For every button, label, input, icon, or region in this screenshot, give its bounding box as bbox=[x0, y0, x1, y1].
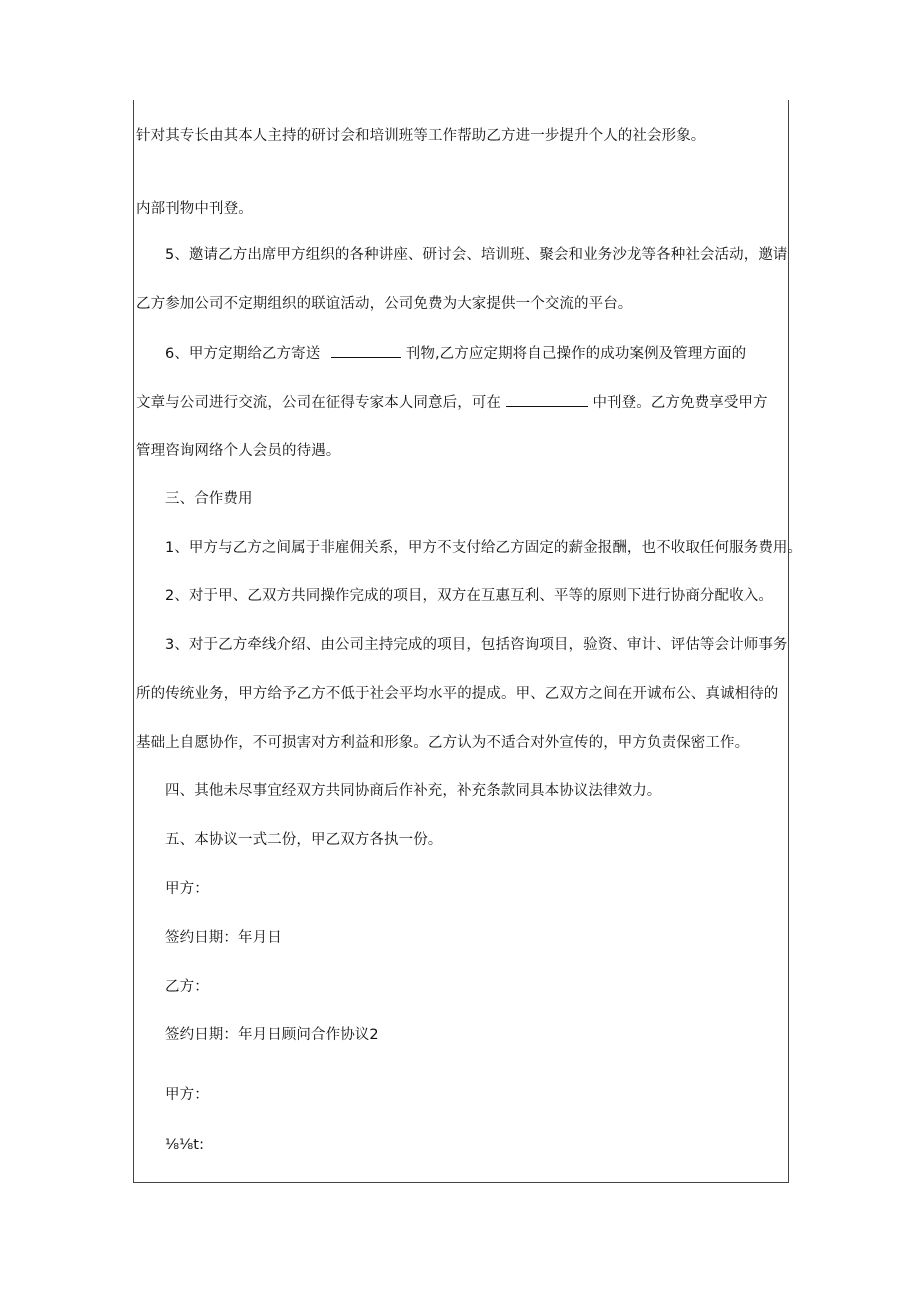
clause-6-line-2-suffix: 中刊登。乙方免费享受甲方 bbox=[592, 395, 768, 411]
sign-date-label: 签约日期：年月日 bbox=[165, 930, 282, 946]
sign-date-label: 签约日期：年月日顾问合作协议2 bbox=[165, 1027, 379, 1043]
fee-clause-1: 1、甲方与乙方之间属于非雇佣关系，甲方不支付给乙方固定的薪金报酬，也不收取任何服务费用。 bbox=[165, 540, 803, 556]
party-a-label: 甲方： bbox=[165, 1087, 209, 1103]
section-heading: 三、合作费用 bbox=[165, 491, 253, 507]
clause-6-suffix: 刊物,乙方应定期将自己操作的成功案例及管理方面的 bbox=[405, 346, 747, 362]
party-b-label: 乙方： bbox=[165, 979, 209, 995]
blank-underline bbox=[506, 392, 588, 407]
clause-5-line-1: 5、邀请乙方出席甲方组织的各种讲座、研讨会、培训班、聚会和业务沙龙等各种社会活动，邀请 bbox=[165, 247, 788, 263]
fee-clause-3-line-3: 基础上自愿协作，不可损害对方利益和形象。乙方认为不适合对外宣传的，甲方负责保密工作。 bbox=[136, 735, 750, 751]
clause-6-line-3: 管理咨询网络个人会员的待遇。 bbox=[136, 443, 341, 459]
paragraph-line: 内部刊物中刊登。 bbox=[136, 201, 253, 217]
clause-6-line-2-text: 文章与公司进行交流，公司在征得专家本人同意后，可在 bbox=[136, 395, 501, 411]
clause-6-line-1 bbox=[165, 343, 746, 364]
clause-5-line-2: 乙方参加公司不定期组织的联谊活动，公司免费为大家提供一个交流的平台。 bbox=[136, 296, 633, 312]
blank-underline bbox=[331, 343, 401, 358]
paragraph-line: 针对其专长由其本人主持的研讨会和培训班等工作帮助乙方进一步提升个人的社会形象。 bbox=[136, 128, 706, 144]
garbled-label: ⅛⅛t: bbox=[165, 1137, 205, 1153]
fee-clause-3-line-2: 所的传统业务，甲方给予乙方不低于社会平均水平的提成。甲、乙双方之间在开诚布公、真诚相待的 bbox=[136, 686, 779, 702]
section-four: 四、其他未尽事宜经双方共同协商后作补充，补充条款同具本协议法律效力。 bbox=[165, 783, 662, 799]
clause-6-prefix: 6、甲方定期给乙方寄送 bbox=[165, 346, 321, 362]
clause-6-line-2 bbox=[136, 392, 768, 413]
party-a-label: 甲方： bbox=[165, 881, 209, 897]
section-five: 五、本协议一式二份，甲乙双方各执一份。 bbox=[165, 832, 443, 848]
fee-clause-3-line-1: 3、对于乙方牵线介绍、由公司主持完成的项目，包括咨询项目，验资、审计、评估等会计师事务 bbox=[165, 637, 788, 653]
fee-clause-2: 2、对于甲、乙双方共同操作完成的项目，双方在互惠互利、平等的原则下进行协商分配收入。 bbox=[165, 588, 773, 604]
